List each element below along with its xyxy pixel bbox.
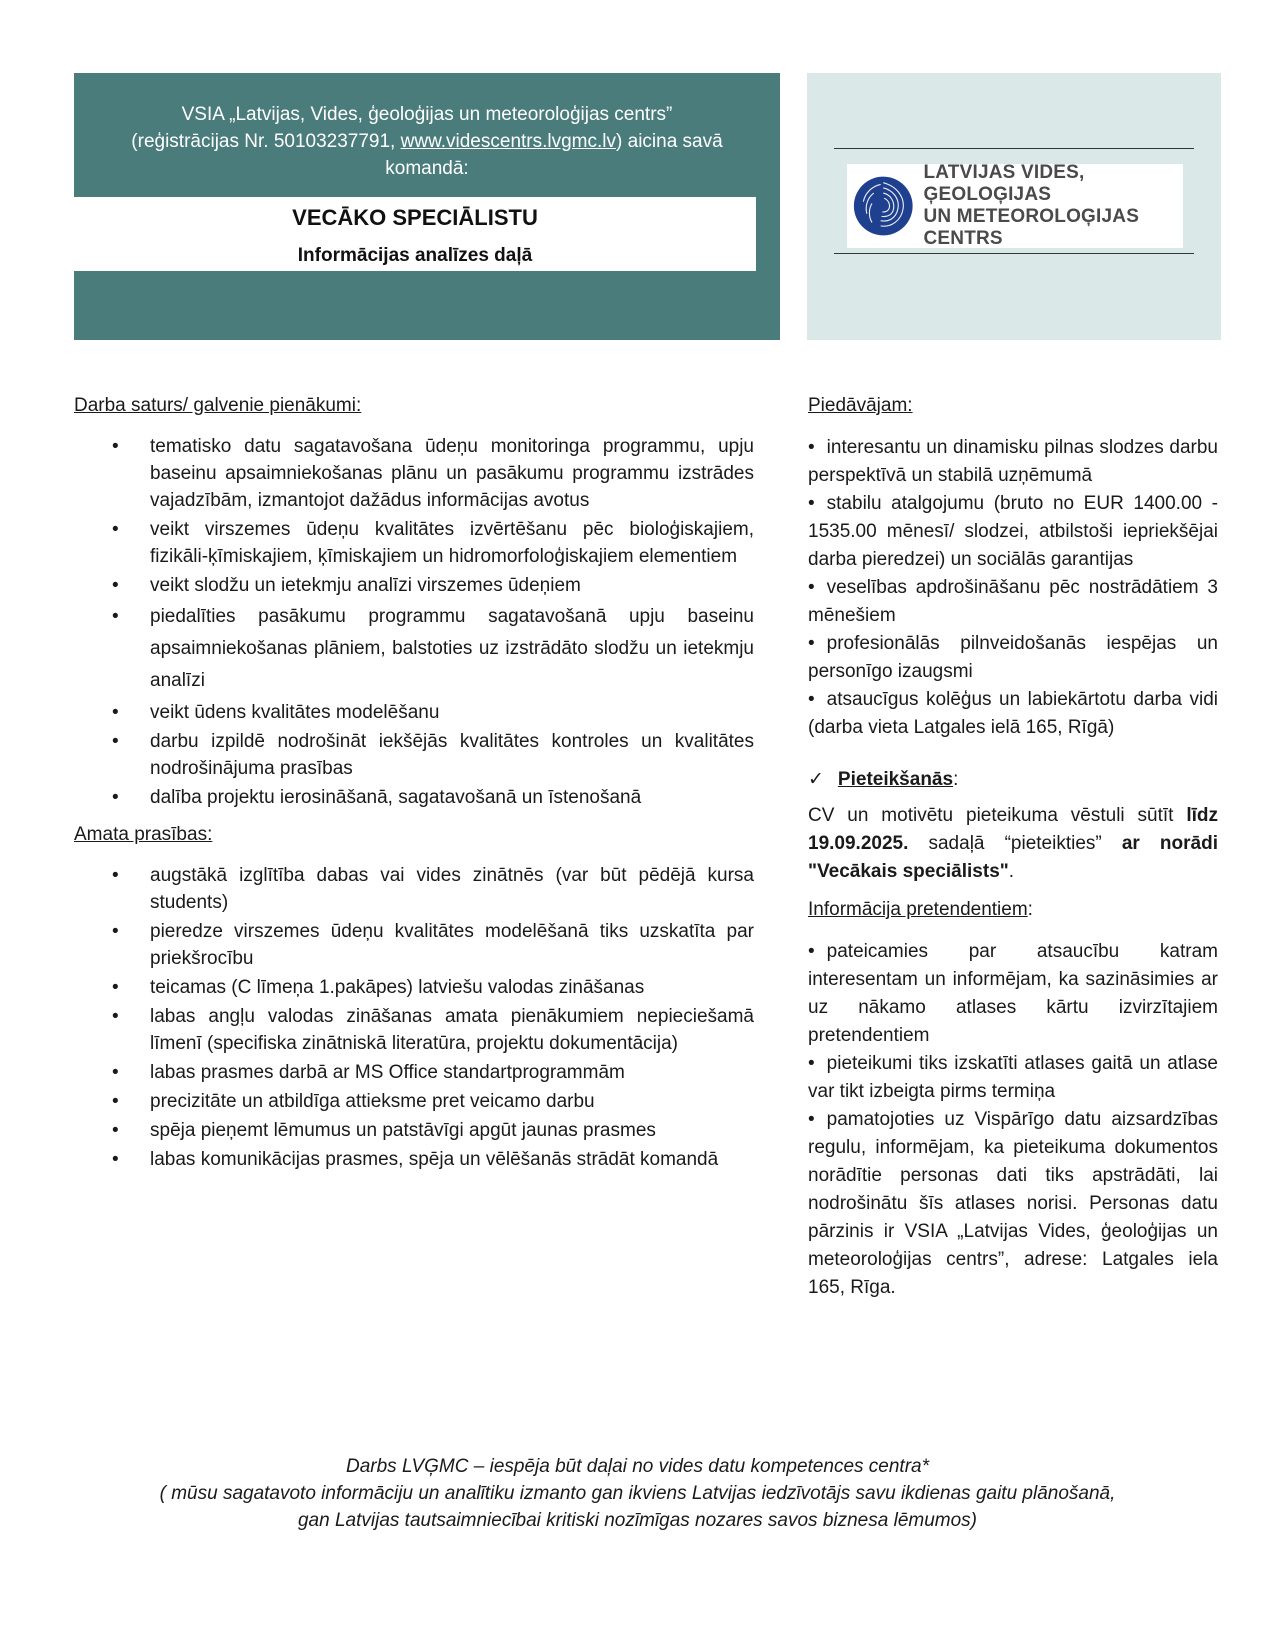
bullet-icon: • bbox=[112, 921, 119, 942]
position-box bbox=[74, 197, 756, 271]
info-heading: Informācija pretendentiem bbox=[808, 899, 1028, 920]
duty-text: darbu izpildē nodrošināt iekšējās kvalitātes kontroles un kvalitātes nodrošinājuma prasības bbox=[150, 731, 754, 779]
apply-text-3: . bbox=[1008, 861, 1015, 882]
info-text: pamatojoties uz Vispārīgo datu aizsardzības regulu, informējam, ka pieteikuma dokumentos norādītie personas dati tiks apstrādāti, lai nodrošinātu šīs atlases norisi. Personas datu pārzinis ir VSIA „Latvijas Vides, ģeoloģijas un meteoroloģijas centrs”, adrese: Latgales iela 165, Rīga. bbox=[808, 1109, 1218, 1298]
requirement-text: augstākā izglītība dabas vai vides zinātnēs (var būt pēdējā kursa students) bbox=[150, 865, 754, 913]
apply-heading-row bbox=[808, 766, 1218, 794]
bullet-icon: • bbox=[112, 977, 119, 998]
header-banner bbox=[74, 73, 780, 340]
info-heading-colon: : bbox=[1027, 899, 1033, 920]
header-intro-line1: VSIA „Latvijas, Vides, ģeoloģijas un meteoroloģijas centrs” bbox=[181, 104, 673, 125]
duty-item bbox=[74, 433, 754, 514]
requirement-text: teicamas (C līmeņa 1.pakāpes) latviešu valodas zināšanas bbox=[150, 977, 645, 998]
bullet-icon: • bbox=[808, 493, 815, 514]
offer-text: interesantu un dinamisku pilnas slodzes darbu perspektīvā un stabilā uzņēmumā bbox=[808, 437, 1218, 486]
bullet-icon: • bbox=[808, 1109, 815, 1130]
logo-text-line2: UN METEOROLOĢIJAS CENTRS bbox=[923, 206, 1140, 249]
duty-text: veikt ūdens kvalitātes modelēšanu bbox=[150, 702, 440, 723]
bullet-icon: • bbox=[112, 1149, 119, 1170]
offer-item bbox=[808, 434, 1218, 490]
requirements-heading: Amata prasības: bbox=[74, 824, 213, 845]
offer-item bbox=[808, 686, 1218, 742]
duty-item bbox=[74, 699, 754, 726]
info-item bbox=[808, 1106, 1218, 1302]
bullet-icon: • bbox=[808, 577, 815, 598]
info-item bbox=[808, 1050, 1218, 1106]
info-text: pateicamies par atsaucību katram interesentam un informējam, ka sazināsimies ar uz nākamo atlases kārtu izvirzītajiem pretendentiem bbox=[808, 941, 1218, 1046]
registration-text: (reģistrācijas Nr. 50103237791, bbox=[131, 131, 401, 152]
logo-text bbox=[923, 162, 1183, 250]
apply-heading-colon: : bbox=[953, 769, 959, 790]
right-column bbox=[808, 392, 1218, 1302]
bullet-icon: • bbox=[808, 633, 815, 654]
requirement-text: pieredze virszemes ūdeņu kvalitātes modelēšanā tiks uzskatīta par priekšrocību bbox=[150, 921, 754, 969]
offer-item bbox=[808, 490, 1218, 574]
requirement-item bbox=[74, 1146, 754, 1173]
checkmark-icon: ✓ bbox=[808, 769, 824, 790]
offer-text: stabilu atalgojumu (bruto no EUR 1400.00 - 1535.00 mēnesī/ slodzei, atbilstoši iepriekšējai darba pieredzei) un sociālās garantijas bbox=[808, 493, 1218, 570]
offer-heading: Piedāvājam: bbox=[808, 395, 913, 416]
offer-list bbox=[808, 434, 1218, 742]
footer-line3: gan Latvijas tautsaimniecībai kritiski nozīmīgas nozares savos biznesa lēmumos) bbox=[297, 1510, 978, 1531]
requirement-item bbox=[74, 918, 754, 972]
requirement-item bbox=[74, 1088, 754, 1115]
requirement-text: spēja pieņemt lēmumus un patstāvīgi apgūt jaunas prasmes bbox=[150, 1120, 656, 1141]
footer-line2: ( mūsu sagatavoto informāciju un analītiku izmanto gan ikviens Latvijas iedzīvotājs savu ikdienas gaitu plānošanā, bbox=[159, 1483, 1116, 1504]
logo-divider-bottom bbox=[834, 253, 1194, 254]
bullet-icon: • bbox=[112, 787, 119, 808]
info-heading-row bbox=[808, 896, 1218, 924]
requirement-text: labas angļu valodas zināšanas amata pienākumiem nepieciešamā līmenī (specifiska zinātniskā literatūra, projektu dokumentācija) bbox=[150, 1006, 754, 1054]
duty-item bbox=[74, 601, 754, 697]
duties-heading: Darba saturs/ galvenie pienākumi: bbox=[74, 395, 362, 416]
header-intro-line2 bbox=[98, 128, 756, 182]
logo-panel bbox=[807, 73, 1221, 340]
requirement-item bbox=[74, 862, 754, 916]
apply-heading: Pieteikšanās bbox=[837, 769, 954, 790]
logo-globe-icon bbox=[853, 171, 913, 241]
duty-text: dalība projektu ierosināšanā, sagatavošanā un īstenošanā bbox=[150, 787, 642, 808]
company-logo bbox=[847, 164, 1183, 248]
invite-text: ) aicina savā komandā: bbox=[385, 131, 723, 179]
bullet-icon: • bbox=[112, 1006, 119, 1027]
apply-instructions bbox=[808, 802, 1218, 886]
bullet-icon: • bbox=[112, 436, 119, 457]
bullet-icon: • bbox=[808, 689, 815, 710]
website-link[interactable]: www.videscentrs.lvgmc.lv bbox=[400, 131, 617, 152]
bullet-icon: • bbox=[112, 519, 119, 540]
duty-item bbox=[74, 516, 754, 570]
requirements-list bbox=[74, 862, 754, 1173]
duty-item bbox=[74, 572, 754, 599]
logo-divider-top bbox=[834, 148, 1194, 149]
duty-text: veikt slodžu un ietekmju analīzi virszemes ūdeņiem bbox=[150, 575, 581, 596]
left-column bbox=[74, 392, 754, 1183]
duty-text: veikt virszemes ūdeņu kvalitātes izvērtēšanu pēc bioloģiskajiem, fizikāli-ķīmiskajiem, ķīmiskajiem un hidromorfoloģiskajiem elementiem bbox=[150, 519, 754, 567]
requirement-text: labas prasmes darbā ar MS Office standartprogrammām bbox=[150, 1062, 625, 1083]
bullet-icon: • bbox=[112, 575, 119, 596]
info-list bbox=[808, 938, 1218, 1302]
requirement-item bbox=[74, 1059, 754, 1086]
bullet-icon: • bbox=[112, 865, 119, 886]
bullet-icon: • bbox=[112, 702, 119, 723]
duty-text: piedalīties pasākumu programmu sagatavošanā upju baseinu apsaimniekošanas plāniem, balstoties uz izstrādāto slodžu un ietekmju analīzi bbox=[150, 606, 754, 691]
requirement-item bbox=[74, 1003, 754, 1057]
duties-list bbox=[74, 433, 754, 811]
offer-text: veselības apdrošināšanu pēc nostrādātiem 3 mēnešiem bbox=[808, 577, 1218, 626]
duty-text: tematisko datu sagatavošana ūdeņu monitoringa programmu, upju baseinu apsaimniekošanas plānu un pasākumu programmu izstrādes vajadzībām, izmantojot dažādus informācijas avotus bbox=[150, 436, 754, 511]
requirement-item bbox=[74, 1117, 754, 1144]
bullet-icon: • bbox=[112, 1091, 119, 1112]
info-text: pieteikumi tiks izskatīti atlases gaitā un atlase var tikt izbeigta pirms termiņa bbox=[808, 1053, 1218, 1102]
apply-reference: ar norādi "Vecākais speciālists" bbox=[808, 833, 1218, 882]
logo-text-line1: LATVIJAS VIDES, ĢEOLOĢIJAS bbox=[923, 162, 1085, 205]
bullet-icon: • bbox=[808, 1053, 815, 1074]
apply-text-1: CV un motivētu pieteikuma vēstuli sūtīt bbox=[808, 805, 1187, 826]
bullet-icon: • bbox=[808, 437, 815, 458]
bullet-icon: • bbox=[112, 731, 119, 752]
footer-line1: Darbs LVĢMC – iespēja būt daļai no vides datu kompetences centra* bbox=[346, 1456, 929, 1477]
requirement-text: labas komunikācijas prasmes, spēja un vēlēšanās strādāt komandā bbox=[150, 1149, 719, 1170]
bullet-icon: • bbox=[112, 606, 119, 627]
apply-deadline: līdz 19.09.2025. bbox=[808, 805, 1218, 854]
position-department: Informācijas analīzes daļā bbox=[297, 245, 533, 266]
position-title: VECĀKO SPECIĀLISTU bbox=[292, 205, 538, 230]
offer-text: profesionālās pilnveidošanās iespējas un personīgo izaugsmi bbox=[808, 633, 1218, 682]
footer-note bbox=[74, 1453, 1201, 1534]
duty-item bbox=[74, 728, 754, 782]
offer-text: atsaucīgus kolēģus un labiekārtotu darba vidi (darba vieta Latgales ielā 165, Rīgā) bbox=[808, 689, 1218, 738]
duty-item bbox=[74, 784, 754, 811]
info-item bbox=[808, 938, 1218, 1050]
offer-item bbox=[808, 574, 1218, 630]
header-intro bbox=[74, 73, 780, 182]
requirement-text: precizitāte un atbildīga attieksme pret veicamo darbu bbox=[150, 1091, 595, 1112]
apply-text-2: sadaļā “pieteikties” bbox=[908, 833, 1122, 854]
requirement-item bbox=[74, 974, 754, 1001]
bullet-icon: • bbox=[112, 1120, 119, 1141]
bullet-icon: • bbox=[112, 1062, 119, 1083]
bullet-icon: • bbox=[808, 941, 815, 962]
offer-item bbox=[808, 630, 1218, 686]
